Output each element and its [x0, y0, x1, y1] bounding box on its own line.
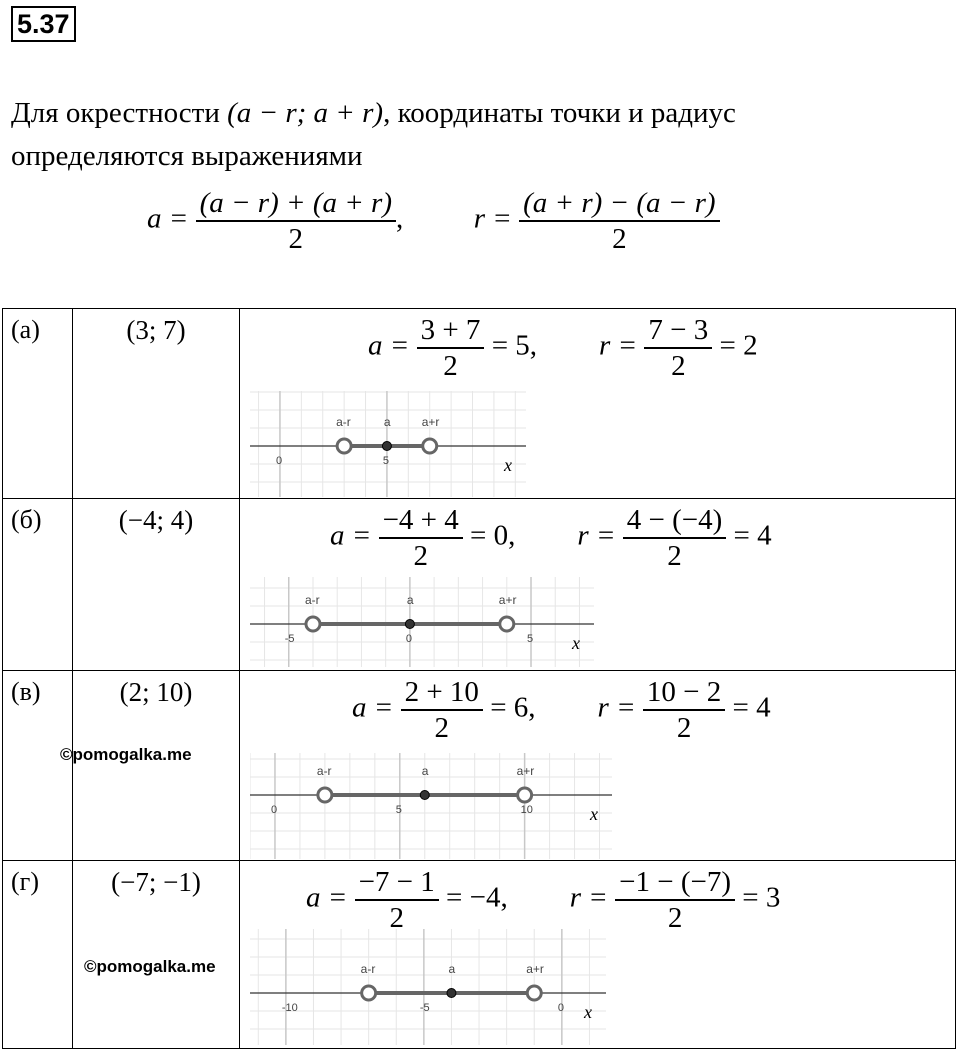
intro-text [11, 92, 911, 178]
r-denominator: 2 [667, 902, 683, 934]
r-result: = 3 [742, 881, 781, 914]
a-fraction [401, 675, 483, 745]
a-numerator: −4 + 4 [379, 503, 463, 539]
point-label: a-r [316, 764, 332, 778]
r-lhs: r = [569, 881, 608, 914]
a-lhs: a = [330, 519, 372, 552]
r-lhs: r = [577, 519, 616, 552]
right-endpoint-open [527, 986, 541, 1000]
interval-value: (−4; 4) [118, 505, 194, 535]
interval-value: (3; 7) [126, 315, 186, 345]
row-point-cell [73, 671, 240, 861]
a-result: = −4, [446, 881, 508, 914]
row-solution [240, 499, 956, 671]
a-lhs: a = [352, 691, 394, 724]
r-formula-lhs: r = [473, 202, 512, 235]
number-line [250, 753, 612, 859]
solution-equations [306, 865, 780, 935]
tick-label: 0 [270, 804, 278, 816]
row-solution [60, 671, 956, 861]
a-numerator: −7 − 1 [355, 865, 439, 901]
r-formula-fraction [519, 186, 719, 256]
left-endpoint-open [337, 439, 351, 453]
table-row [3, 499, 956, 671]
tick-label: -5 [284, 633, 295, 645]
row-point-cell [73, 861, 240, 1049]
right-endpoint-open [423, 439, 437, 453]
point-label: a+r [421, 415, 440, 429]
tick-label: 10 [520, 804, 533, 816]
tick-label: 5 [395, 804, 402, 816]
solution-equations [368, 313, 758, 383]
r-denominator: 2 [667, 540, 682, 572]
left-endpoint-open [318, 788, 332, 802]
center-point [447, 989, 456, 998]
number-line [250, 577, 594, 667]
tick-label: -5 [419, 1002, 430, 1014]
tick-label: 5 [382, 455, 390, 467]
general-formulas [147, 186, 720, 256]
number-line [250, 929, 606, 1045]
table-row [3, 861, 956, 1049]
r-formula-denominator: 2 [612, 223, 627, 255]
center-point [420, 791, 429, 800]
tick-label: 0 [557, 1002, 564, 1014]
formula-separator: , [396, 202, 404, 235]
r-denominator: 2 [671, 350, 686, 382]
r-result: = 4 [733, 519, 772, 552]
x-axis-label: x [584, 1002, 592, 1022]
r-fraction [623, 503, 727, 573]
intro-line1-tail: , координаты точки и радиус [383, 97, 736, 129]
x-axis-label: x [590, 804, 598, 824]
point-label: a-r [304, 593, 320, 607]
a-numerator: 2 + 10 [401, 675, 483, 711]
point-label: a-r [360, 962, 376, 976]
a-fraction [379, 503, 463, 573]
point-label: a [421, 764, 429, 778]
a-denominator: 2 [389, 902, 404, 934]
point-label: a+r [516, 764, 535, 778]
r-numerator: 4 − (−4) [623, 503, 727, 539]
point-label: a+r [526, 962, 544, 976]
a-denominator: 2 [443, 350, 458, 382]
a-formula-fraction [196, 186, 396, 256]
table-row [3, 671, 956, 861]
a-lhs: a = [368, 329, 410, 362]
r-denominator: 2 [676, 712, 692, 744]
a-fraction [417, 313, 485, 383]
tick-label: 0 [275, 455, 283, 467]
r-fraction [643, 675, 725, 745]
solution-equations [330, 503, 772, 573]
watermark: ©pomogalka.me [60, 745, 192, 764]
row-solution [84, 861, 956, 1049]
table-row [3, 309, 956, 499]
a-formula-denominator: 2 [288, 223, 304, 255]
row-label: (в) [3, 671, 73, 861]
a-numerator: 3 + 7 [417, 313, 485, 349]
solutions-table [2, 308, 956, 1049]
right-endpoint-open [500, 617, 514, 631]
a-result: = 5, [491, 329, 538, 362]
point-label: a-r [336, 415, 351, 429]
row-label: (б) [3, 499, 73, 671]
right-endpoint-open [518, 788, 532, 802]
a-lhs: a = [306, 881, 348, 914]
intro-line2: определяются выражениями [11, 140, 363, 172]
point-label: a [406, 593, 414, 607]
intro-line1: Для окрестности [11, 97, 220, 129]
a-result: = 0, [470, 519, 516, 552]
problem-number: 5.37 [11, 6, 76, 42]
tick-label: -10 [281, 1002, 298, 1014]
left-endpoint-open [306, 617, 320, 631]
point-label: a [448, 962, 456, 976]
row-label: (г) [3, 861, 73, 1049]
r-lhs: r = [599, 329, 638, 362]
r-numerator: 10 − 2 [643, 675, 725, 711]
tick-label: 5 [527, 633, 534, 645]
watermark: ©pomogalka.me [84, 957, 216, 976]
a-formula-numerator: (a − r) + (a + r) [196, 186, 396, 222]
left-endpoint-open [362, 986, 376, 1000]
number-line [250, 391, 526, 497]
interval-value: (2; 10) [119, 677, 193, 707]
r-lhs: r = [597, 691, 636, 724]
row-point-cell [73, 309, 240, 499]
tick-label: 0 [405, 633, 413, 645]
row-label: (а) [3, 309, 73, 499]
center-point [405, 620, 414, 629]
r-result: = 4 [732, 691, 771, 724]
r-formula-numerator: (a + r) − (a − r) [519, 186, 719, 222]
point-label: a+r [498, 593, 517, 607]
a-fraction [355, 865, 439, 935]
a-denominator: 2 [413, 540, 428, 572]
x-axis-label: x [572, 633, 580, 653]
a-formula-lhs: a = [147, 202, 189, 235]
solution-equations [352, 675, 771, 745]
r-fraction [644, 313, 712, 383]
row-point-cell [73, 499, 240, 671]
r-numerator: −1 − (−7) [615, 865, 735, 901]
r-fraction [615, 865, 735, 935]
point-label: a [383, 415, 391, 429]
r-numerator: 7 − 3 [644, 313, 712, 349]
x-axis-label: x [504, 455, 512, 475]
r-result: = 2 [719, 329, 758, 362]
center-point [382, 442, 391, 451]
a-result: = 6, [490, 691, 536, 724]
a-denominator: 2 [434, 712, 449, 744]
interval-value: (−7; −1) [111, 867, 201, 897]
row-solution [240, 309, 956, 499]
interval-notation: (a − r; a + r) [227, 97, 384, 129]
